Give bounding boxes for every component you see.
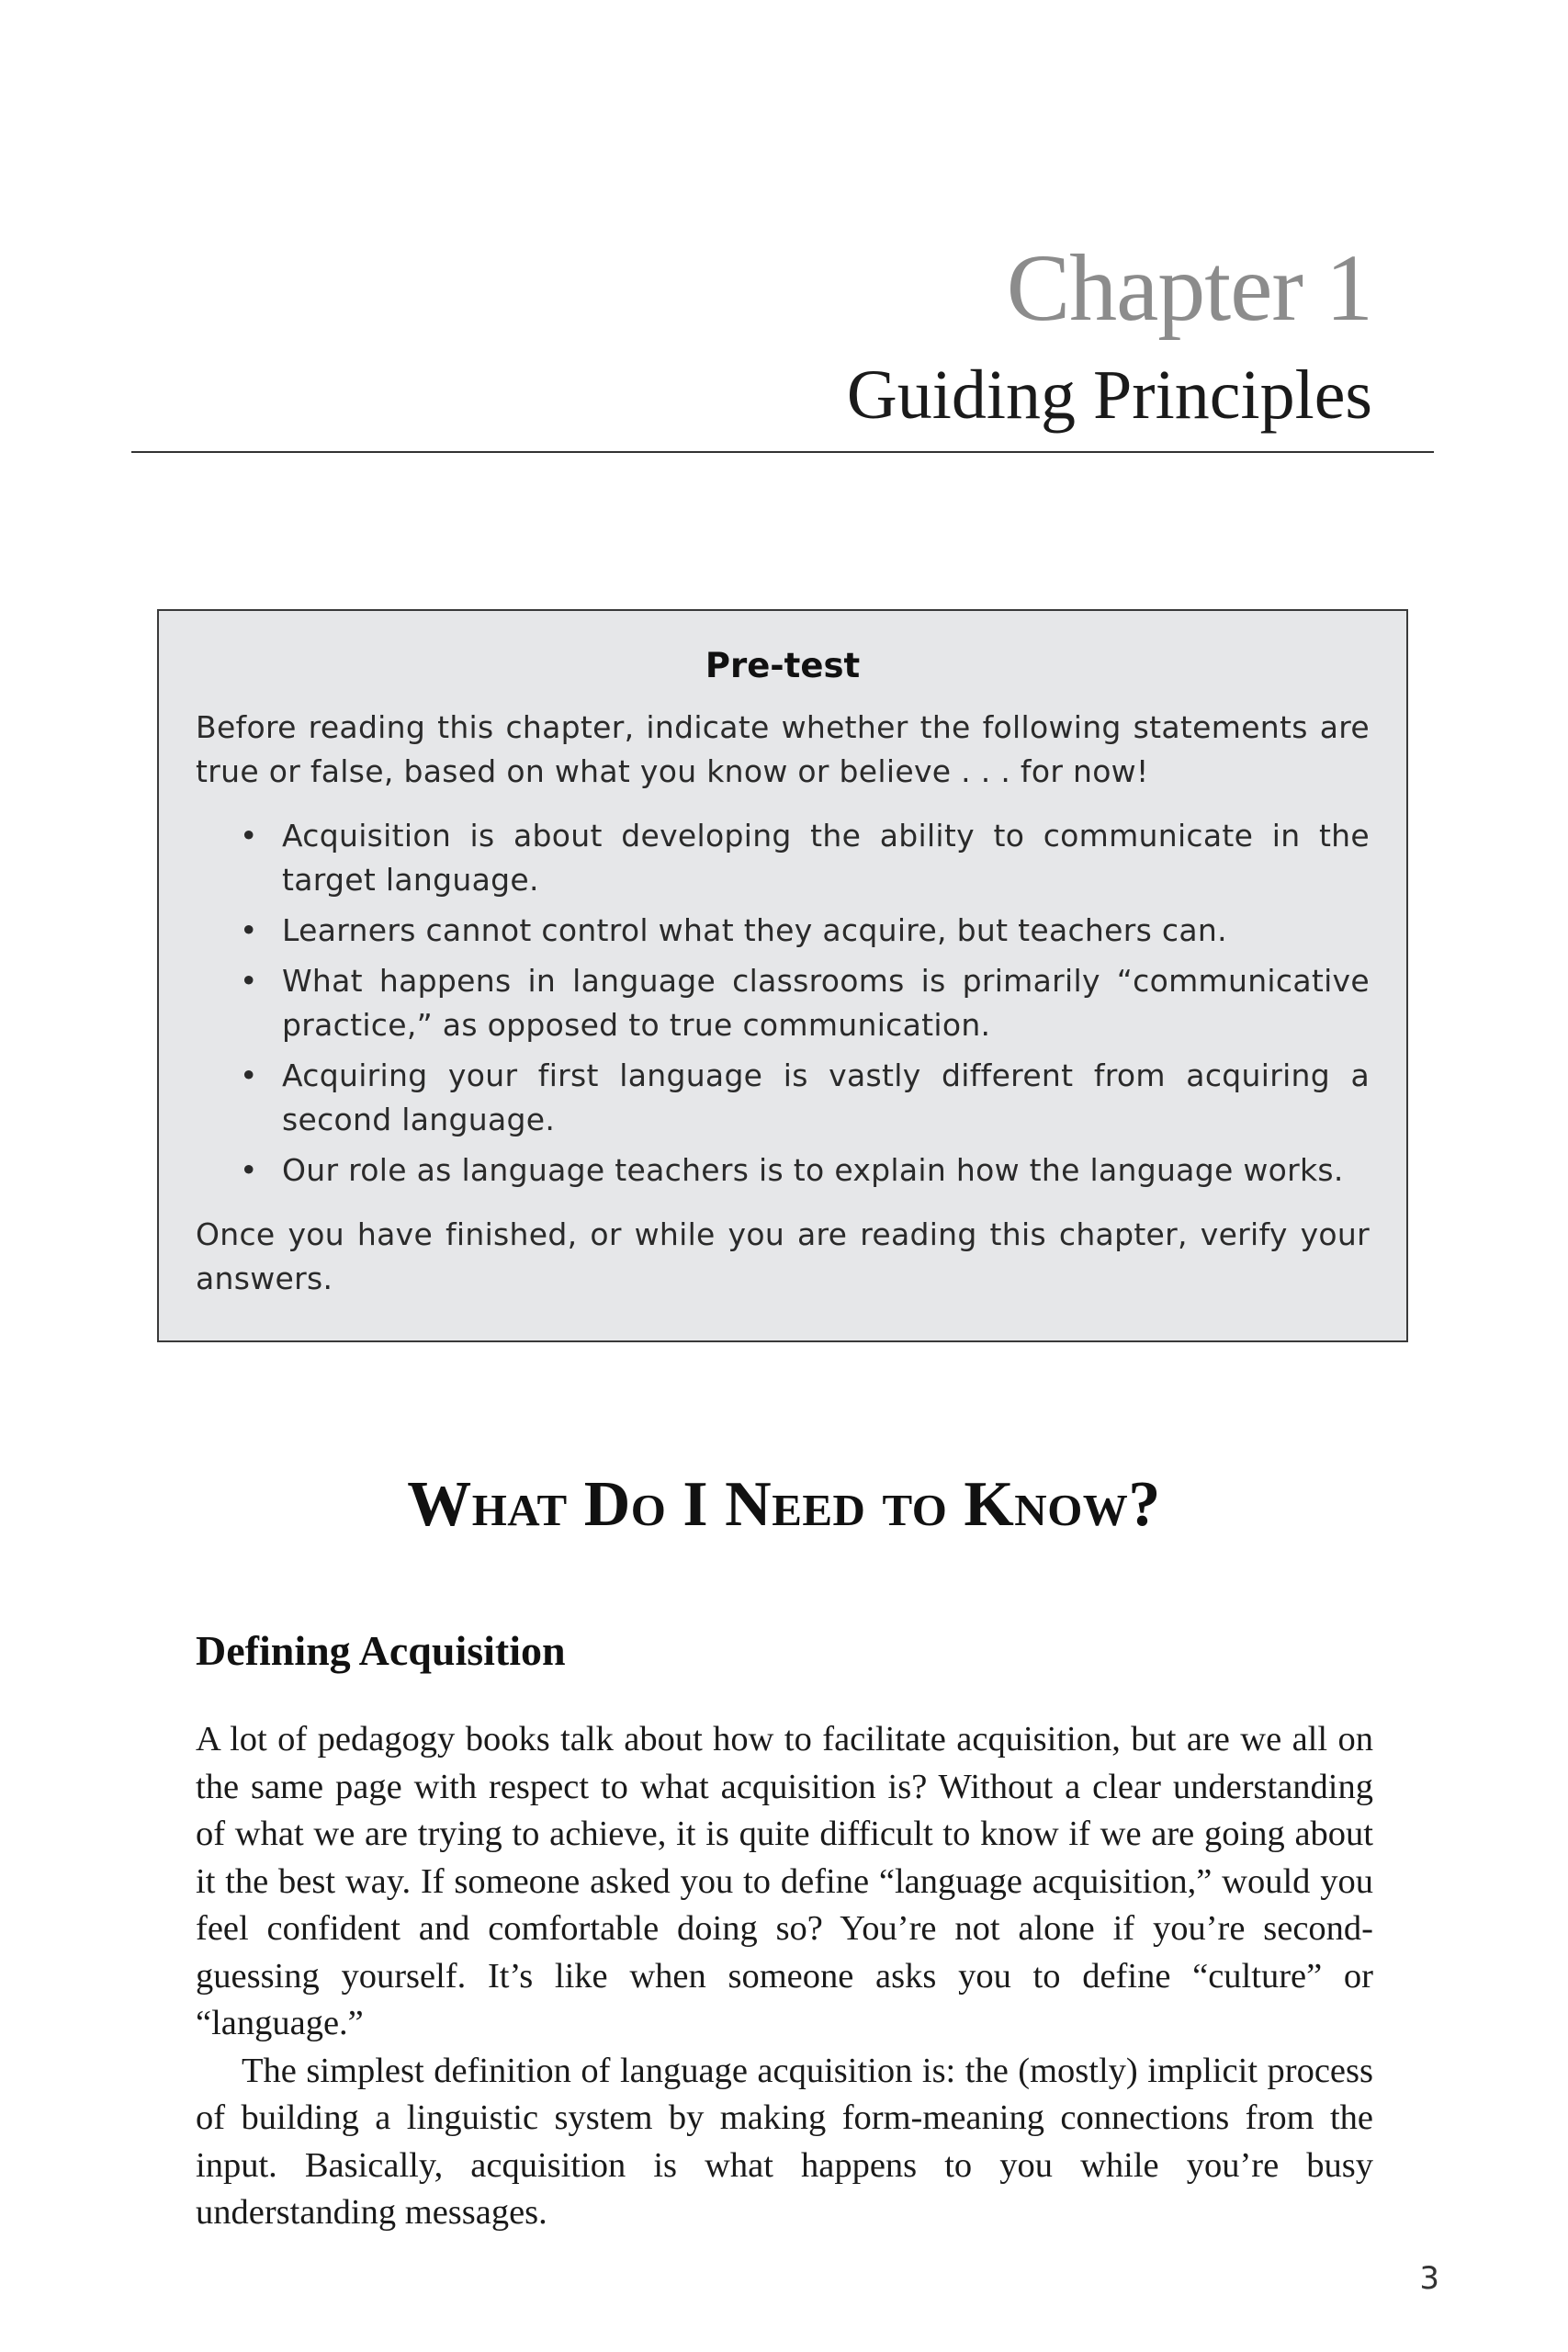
bullet-icon: • [240, 912, 258, 948]
pretest-list [196, 814, 1370, 1193]
pretest-item [196, 1148, 1370, 1193]
section-heading: What Do I Need to Know? [407, 1469, 1161, 1540]
bullet-icon: • [240, 1057, 258, 1093]
subsection-heading: Defining Acquisition [196, 1627, 566, 1674]
pretest-item-text: Our role as language teachers is to explain how the language works. [282, 1152, 1344, 1188]
title-divider [131, 451, 1434, 453]
chapter-number: Chapter 1 [1006, 235, 1372, 341]
pretest-item [196, 959, 1370, 1047]
bullet-icon: • [240, 963, 258, 999]
pretest-item-text: Acquiring your first language is vastly different from acquiring a second language. [282, 1057, 1370, 1137]
pretest-item-text: What happens in language classrooms is primarily “communicative practice,” as opposed to true communication. [282, 963, 1370, 1043]
bullet-icon: • [240, 1152, 258, 1188]
pretest-item-text: Learners cannot control what they acquire, but teachers can. [282, 912, 1227, 948]
bullet-icon: • [240, 818, 258, 854]
body-paragraph: A lot of pedagogy books talk about how to facilitate acquisition, but are we all on the same page with respect to what acquisition is? Without a clear understanding of what we are trying to achieve, it is quite difficult to know if we are going about it the best way. If someone asked you to define “language acquisition,” would you feel confident and comfortable doing so? You’re not alone if you’re second-guessing yourself. It’s like when someone asks you to define “culture” or “language.” [196, 1720, 1373, 2042]
page-number: 3 [1419, 2260, 1439, 2297]
pretest-box [157, 609, 1408, 1342]
body-paragraph: The simplest definition of language acquisition is: the (mostly) implicit process of building a linguistic system by making form-meaning connections from the input. Basically, acquisition is what happens to you while you’re busy understanding messages. [196, 2051, 1373, 2232]
pretest-intro: Before reading this chapter, indicate whether the following statements are true or false, based on what you know or believe . . . for now! [196, 709, 1370, 789]
pretest-item [196, 814, 1370, 902]
pretest-item-text: Acquisition is about developing the ability to communicate in the target language. [282, 818, 1370, 898]
chapter-title: Guiding Principles [846, 356, 1372, 434]
pretest-outro: Once you have finished, or while you are reading this chapter, verify your answers. [196, 1216, 1370, 1296]
pretest-heading: Pre-test [705, 646, 861, 685]
body-text [196, 1716, 1373, 2237]
pretest-item [196, 909, 1370, 953]
pretest-item [196, 1054, 1370, 1142]
